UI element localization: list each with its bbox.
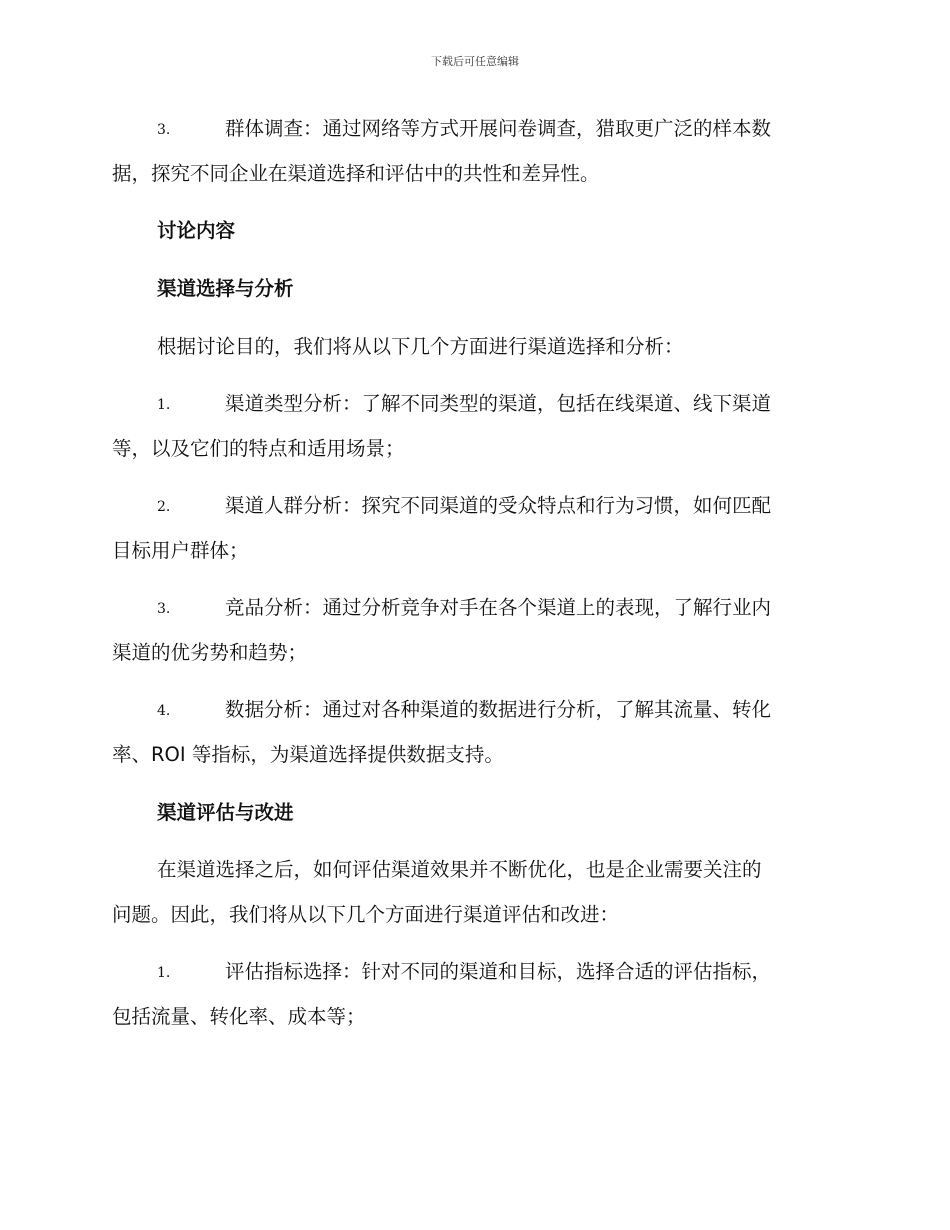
list-number: 3. (157, 122, 171, 138)
list-item-line: 率、ROI 等指标，为渠道选择提供数据支持。 (112, 743, 504, 766)
section-heading-discussion: 讨论内容 (157, 219, 236, 242)
list-item-line: 包括流量、转化率、成本等； (112, 1005, 366, 1028)
list-item-line: 竞品分析：通过分析竞争对手在各个渠道上的表现，了解行业内 (225, 596, 772, 619)
list-number: 2. (157, 499, 171, 515)
list-number: 3. (157, 601, 171, 617)
section-heading-channel-selection: 渠道选择与分析 (157, 277, 294, 300)
paragraph: 问题。因此，我们将从以下几个方面进行渠道评估和改进： (112, 903, 620, 926)
list-item-line: 数据分析：通过对各种渠道的数据进行分析，了解其流量、转化 (225, 698, 772, 721)
paragraph: 根据讨论目的，我们将从以下几个方面进行渠道选择和分析： (157, 335, 684, 358)
list-item-line: 群体调查：通过网络等方式开展问卷调查，猎取更广泛的样本数 (225, 117, 772, 140)
list-item-line: 评估指标选择：针对不同的渠道和目标，选择合适的评估指标， (225, 960, 772, 983)
list-item-line: 据，探究不同企业在渠道选择和评估中的共性和差异性。 (112, 162, 600, 185)
list-item-line: 目标用户群体； (112, 539, 249, 562)
list-number: 4. (157, 703, 171, 719)
list-item-line: 等，以及它们的特点和适用场景； (112, 437, 405, 460)
paragraph: 在渠道选择之后，如何评估渠道效果并不断优化，也是企业需要关注的 (157, 858, 762, 881)
section-heading-channel-evaluation: 渠道评估与改进 (157, 801, 294, 824)
page-header: 下载后可任意编辑 (431, 55, 519, 68)
list-number: 1. (157, 397, 171, 413)
list-number: 1. (157, 965, 171, 981)
list-item-line: 渠道的优劣势和趋势； (112, 641, 308, 664)
list-item-line: 渠道人群分析：探究不同渠道的受众特点和行为习惯，如何匹配 (225, 494, 772, 517)
list-item-line: 渠道类型分析：了解不同类型的渠道，包括在线渠道、线下渠道 (225, 392, 772, 415)
